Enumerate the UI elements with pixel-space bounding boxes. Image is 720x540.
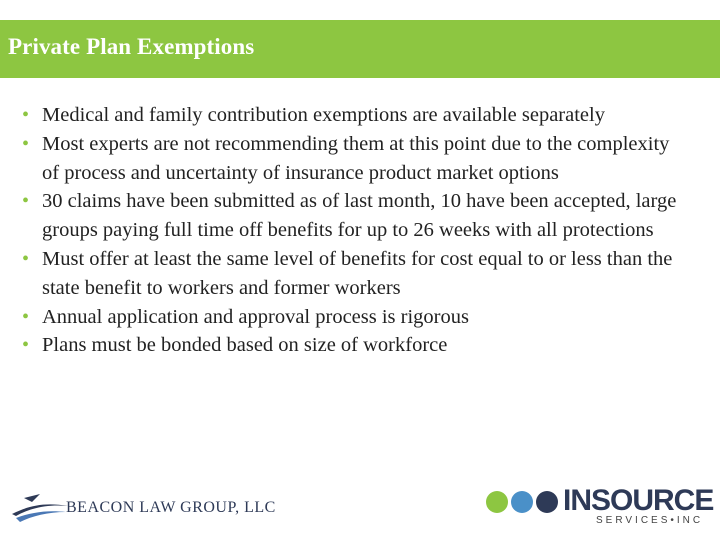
- beacon-law-group-logo: [10, 484, 276, 532]
- insource-wordmark: [563, 484, 713, 518]
- bullet-marker: •: [22, 247, 30, 270]
- bullet-item: [22, 331, 682, 360]
- insource-word-part2: SOURCE: [591, 484, 714, 517]
- bullet-text: Medical and family contribution exemptions are available separately: [42, 104, 605, 126]
- bullet-item: [22, 101, 682, 130]
- beacon-logo-text: BEACON LAW GROUP, LLC: [66, 499, 276, 516]
- bullet-item: [22, 130, 682, 188]
- title-bar: [0, 20, 720, 78]
- bullet-marker: •: [22, 132, 30, 155]
- bullet-text: Must offer at least the same level of benefits for cost equal to or less than the state benefit to workers and former workers: [42, 247, 673, 299]
- services-inc-text: SERVICES•INC: [596, 515, 704, 526]
- bullet-item: [22, 303, 682, 332]
- slide-title: Private Plan Exemptions: [8, 34, 255, 59]
- insource-services-logo: [486, 484, 714, 530]
- beacon-swoosh-icon: [10, 484, 70, 532]
- bullet-list: [22, 101, 682, 360]
- insource-word-part1: IN: [563, 484, 591, 517]
- bullet-marker: •: [22, 305, 30, 328]
- bullet-text: Annual application and approval process is rigorous: [42, 305, 469, 328]
- bullet-item: [22, 245, 682, 303]
- bullet-text: Most experts are not recommending them at this point due to the complexity of process and uncertainty of insurance product market options: [42, 132, 670, 184]
- bullet-text: 30 claims have been submitted as of last month, 10 have been accepted, large groups paying full time off benefits for up to 26 weeks with all protections: [42, 190, 677, 242]
- bullet-item: [22, 187, 682, 245]
- three-dots-icon: [536, 491, 558, 513]
- bullet-marker: •: [22, 104, 30, 126]
- three-dots-icon: [511, 491, 533, 513]
- bullet-text: Plans must be bonded based on size of workforce: [42, 334, 448, 357]
- three-dots-icon: [486, 491, 508, 513]
- bullet-marker: •: [22, 334, 30, 357]
- bullet-marker: •: [22, 190, 30, 213]
